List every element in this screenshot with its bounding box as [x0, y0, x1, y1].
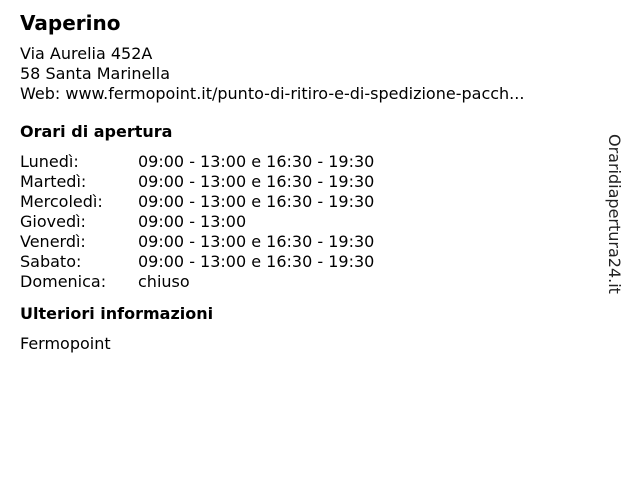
hours-value: 09:00 - 13:00 e 16:30 - 19:30	[138, 172, 375, 191]
website-link[interactable]: Web: www.fermopoint.it/punto-di-ritiro-e-di-spedizione-pacch...	[20, 84, 525, 103]
day-label: Mercoledì:	[20, 192, 103, 211]
hours-row-saturday	[20, 252, 600, 272]
day-label: Domenica:	[20, 272, 107, 291]
day-label: Giovedì:	[20, 212, 86, 231]
day-label: Martedì:	[20, 172, 87, 191]
hours-value: chiuso	[138, 272, 190, 291]
hours-value: 09:00 - 13:00	[138, 212, 247, 231]
side-brand-watermark: Oraridiapertura24.it	[605, 134, 624, 294]
hours-value: 09:00 - 13:00 e 16:30 - 19:30	[138, 192, 375, 211]
more-info-heading: Ulteriori informazioni	[20, 304, 214, 323]
hours-value: 09:00 - 13:00 e 16:30 - 19:30	[138, 252, 375, 271]
opening-hours-heading: Orari di apertura	[20, 122, 173, 141]
address-city: 58 Santa Marinella	[20, 64, 171, 83]
address-street: Via Aurelia 452A	[20, 44, 153, 63]
hours-row-wednesday	[20, 192, 600, 212]
store-name: Vaperino	[20, 11, 121, 35]
day-label: Lunedì:	[20, 152, 79, 171]
hours-row-friday	[20, 232, 600, 252]
hours-row-monday	[20, 152, 600, 172]
more-info-text: Fermopoint	[20, 334, 111, 353]
hours-row-sunday	[20, 272, 600, 292]
day-label: Sabato:	[20, 252, 82, 271]
hours-row-tuesday	[20, 172, 600, 192]
hours-value: 09:00 - 13:00 e 16:30 - 19:30	[138, 232, 375, 251]
opening-hours-table	[20, 152, 600, 292]
day-label: Venerdì:	[20, 232, 86, 251]
store-card	[20, 10, 600, 354]
hours-row-thursday	[20, 212, 600, 232]
hours-value: 09:00 - 13:00 e 16:30 - 19:30	[138, 152, 375, 171]
